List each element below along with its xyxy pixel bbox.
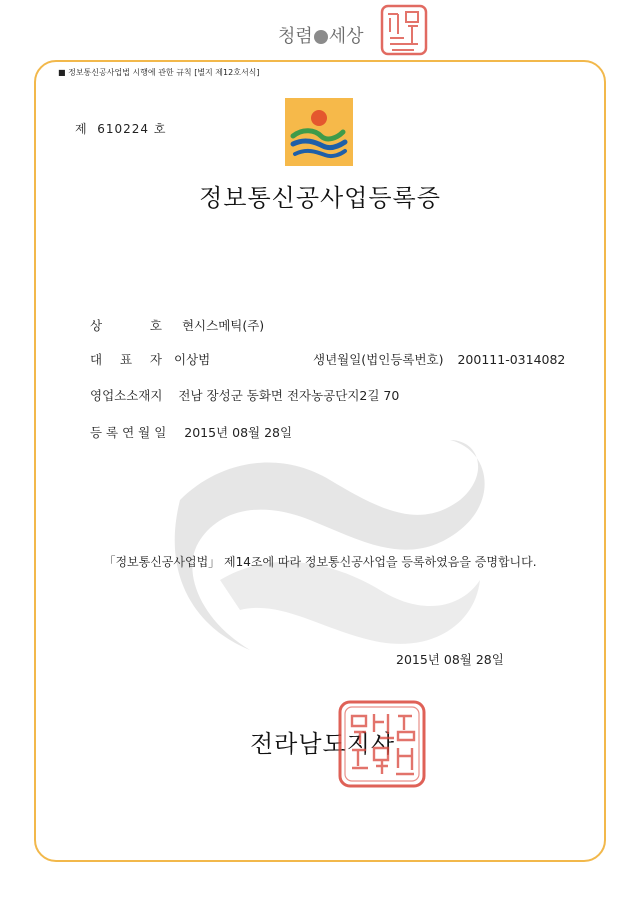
representative-row: [90, 350, 210, 368]
registration-date-value: 2015년 08월 28일: [184, 425, 293, 440]
representative-label: 대 표 자: [90, 352, 162, 367]
cert-number-value: 610224: [97, 122, 150, 136]
office-address-row: [90, 386, 399, 404]
stamp-text-left: 청렴: [278, 26, 313, 47]
office-address-label: 영업소소재지: [90, 388, 163, 403]
representative-value: 이상범: [173, 352, 211, 367]
certification-statement: 「정보통신공사업법」 제14조에 따라 정보통신공사업을 등록하였음을 증명합니다.: [103, 555, 537, 569]
registration-date-row: [90, 423, 292, 441]
birth-registration-row: [313, 350, 565, 368]
stamp-dot-icon: [314, 30, 328, 44]
office-address-value: 전남 장성군 동화면 전자농공단지2길 70: [178, 388, 400, 403]
trade-name-label: 상 호: [90, 318, 162, 333]
birth-registration-value: 200111-0314082: [457, 352, 566, 367]
registration-date-label: 등 록 연 월 일: [90, 425, 167, 440]
ministry-logo-icon: [285, 98, 353, 166]
top-red-seal-icon: [378, 0, 430, 58]
cert-number-prefix: 제: [75, 122, 88, 136]
trade-name-row: [90, 316, 264, 334]
form-header-note: ■ 정보통신공사업법 시행에 관한 규칙 [별지 제12호서식]: [58, 68, 260, 77]
issue-date: 2015년 08월 28일: [396, 652, 504, 667]
issuer-name: 전라남도지사: [250, 730, 396, 758]
certificate-title: 정보통신공사업등록증: [199, 184, 441, 212]
certificate-number: [75, 120, 166, 137]
trade-name-value: 현시스메틱(주): [181, 318, 265, 333]
birth-registration-label: 생년월일(법인등록번호): [313, 352, 444, 367]
integrity-stamp-text: [278, 22, 364, 48]
stamp-text-right: 세상: [328, 26, 364, 47]
official-seal-icon: [336, 698, 428, 790]
cert-number-suffix: 호: [153, 122, 167, 136]
